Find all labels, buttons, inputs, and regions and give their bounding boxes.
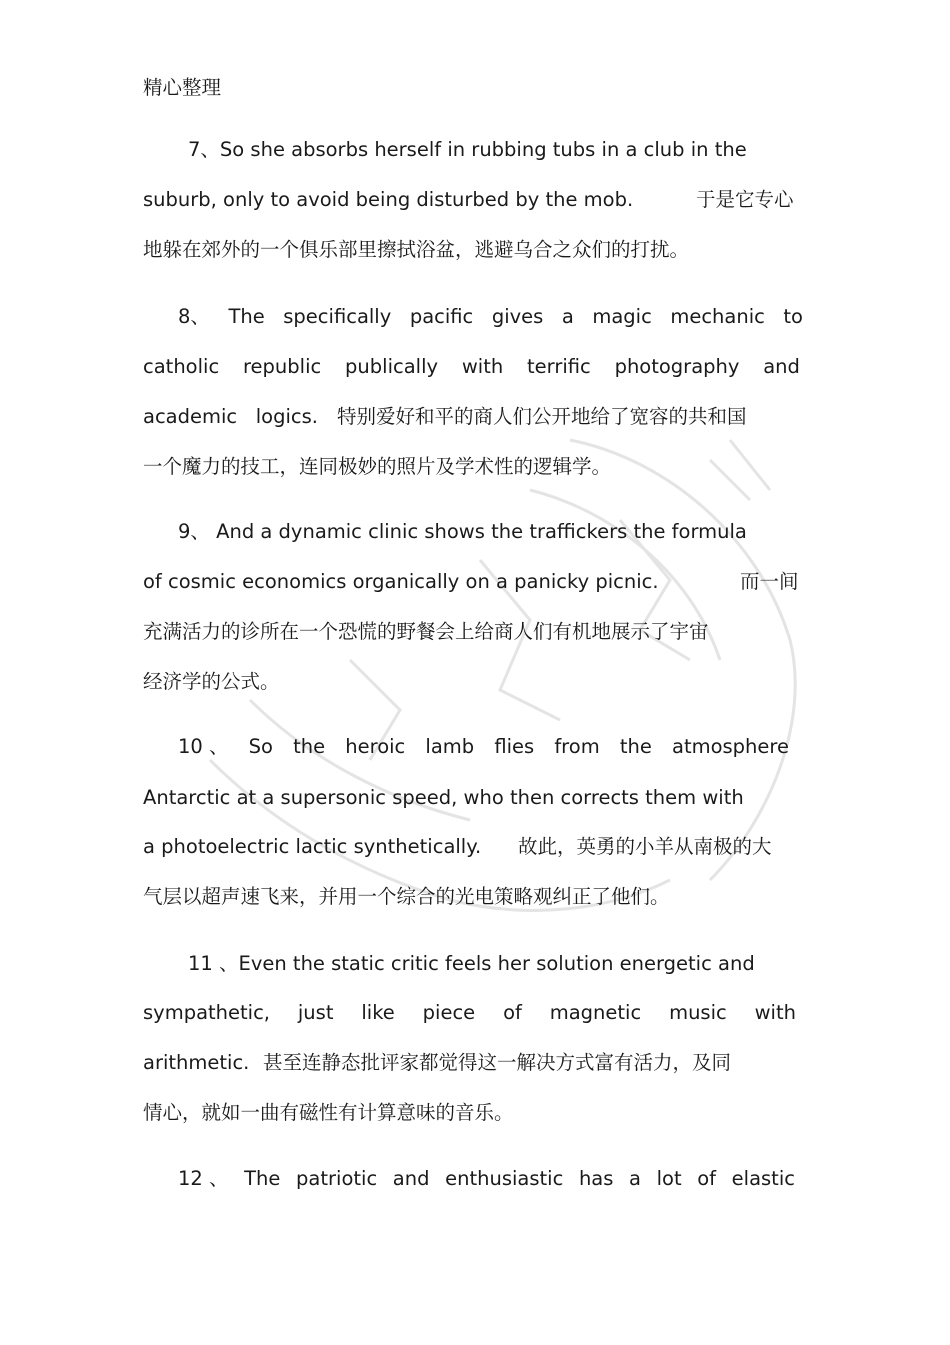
item-number: 12 、 [178, 1167, 229, 1190]
item-9-line-4: 经济学的公式。 [143, 670, 280, 693]
item-number: 9、 [178, 520, 210, 543]
word: enthusiastic [445, 1167, 564, 1190]
word: patriotic [296, 1167, 378, 1190]
word: gives [491, 305, 544, 328]
item-9-line-2 [143, 569, 803, 595]
word: just [297, 1001, 334, 1024]
word: piece [422, 1001, 476, 1024]
item-7-line-1 [188, 137, 848, 163]
word: catholic [143, 355, 220, 378]
word: with [754, 1001, 796, 1024]
word: specifically [283, 305, 392, 328]
item-text: academic logics. [143, 405, 318, 428]
word: lamb [425, 735, 475, 758]
word: atmosphere [672, 735, 789, 758]
item-number: 10 、 [178, 735, 229, 758]
item-number: 7、 [188, 138, 220, 161]
word: has [578, 1167, 614, 1190]
item-text: a photoelectric lactic synthetically. [143, 835, 482, 858]
word: The [228, 305, 265, 328]
item-7-line-2 [143, 187, 803, 213]
item-text: And a dynamic clinic shows the traffickers the formula [216, 520, 747, 543]
item-translation: 甚至连静态批评家都觉得这一解决方式富有活力，及同 [263, 1051, 732, 1074]
word: lot [656, 1167, 682, 1190]
item-text: suburb, only to avoid being disturbed by the mob. [143, 188, 634, 211]
item-11-line-3 [143, 1050, 803, 1076]
word: the [619, 735, 652, 758]
item-10-line-2: Antarctic at a supersonic speed, who then corrects them with [143, 786, 744, 809]
item-8-line-1 [178, 304, 803, 330]
word: a [561, 305, 574, 328]
word: mechanic [670, 305, 765, 328]
item-10-line-1 [178, 734, 789, 760]
word: music [669, 1001, 727, 1024]
word: magic [592, 305, 652, 328]
item-12-line-1 [178, 1166, 795, 1192]
word: photography [614, 355, 740, 378]
word: publically [345, 355, 439, 378]
word: heroic [345, 735, 406, 758]
word: The [244, 1167, 281, 1190]
item-translation: 而一间 [740, 570, 799, 593]
item-9-line-3: 充满活力的诊所在一个恐慌的野餐会上给商人们有机地展示了宇宙 [143, 620, 709, 643]
word: of [503, 1001, 522, 1024]
word: pacific [409, 305, 474, 328]
page-header: 精心整理 [143, 76, 222, 99]
word: and [392, 1167, 430, 1190]
item-number: 8、 [178, 305, 210, 328]
item-text: Even the static critic feels her solution energetic and [238, 952, 755, 975]
word: flies [494, 735, 535, 758]
word: from [554, 735, 600, 758]
item-translation: 特别爱好和平的商人们公开地给了宽容的共和国 [337, 405, 747, 428]
word: a [629, 1167, 641, 1190]
item-11-line-4: 情心，就如一曲有磁性有计算意味的音乐。 [143, 1101, 514, 1124]
item-7-line-3: 地躲在郊外的一个俱乐部里擦拭浴盆，逃避乌合之众们的打扰。 [143, 238, 690, 261]
item-11-line-2 [143, 1000, 796, 1026]
item-10-line-3 [143, 834, 803, 860]
item-8-line-2 [143, 354, 800, 380]
word: with [461, 355, 504, 378]
item-8-line-3 [143, 404, 803, 430]
word: and [763, 355, 800, 378]
item-10-line-4: 气层以超声速飞来，并用一个综合的光电策略观纠正了他们。 [143, 885, 670, 908]
word: republic [242, 355, 322, 378]
word: sympathetic, [143, 1001, 271, 1024]
word: the [293, 735, 326, 758]
item-text: So she absorbs herself in rubbing tubs in a club in the [219, 138, 747, 161]
item-translation: 于是它专心 [696, 188, 794, 211]
item-number: 11 、 [188, 952, 239, 975]
word: elastic [731, 1167, 795, 1190]
word: of [697, 1167, 717, 1190]
word: terrific [527, 355, 591, 378]
item-text: arithmetic. [143, 1051, 250, 1074]
word: to [783, 305, 803, 328]
word: So [248, 735, 273, 758]
word: magnetic [549, 1001, 642, 1024]
item-8-line-4: 一个魔力的技工，连同极妙的照片及学术性的逻辑学。 [143, 455, 612, 478]
item-11-line-1 [188, 951, 848, 977]
item-text: of cosmic economics organically on a panicky picnic. [143, 570, 659, 593]
item-translation: 故此，英勇的小羊从南极的大 [518, 835, 772, 858]
item-9-line-1 [178, 519, 838, 545]
word: like [361, 1001, 395, 1024]
